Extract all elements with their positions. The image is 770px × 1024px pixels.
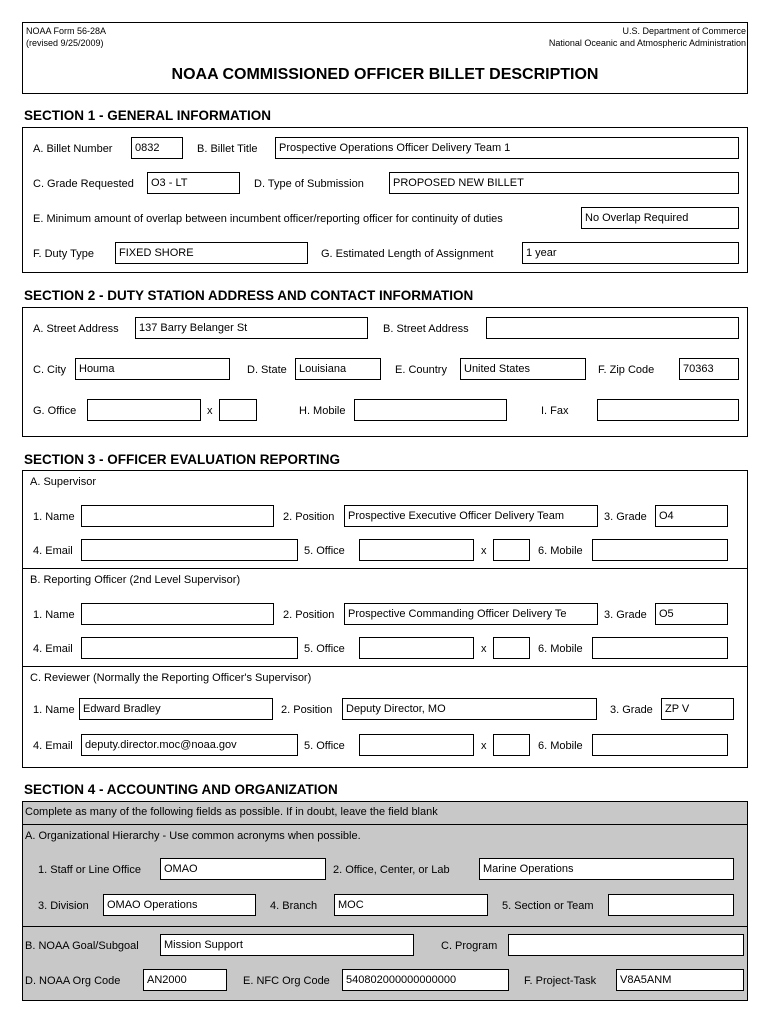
supervisor-header: A. Supervisor: [30, 476, 97, 488]
division-label: 3. Division: [38, 900, 89, 912]
branch-label: 4. Branch: [270, 900, 318, 912]
grade-requested-field[interactable]: O3 - LT: [147, 172, 240, 194]
fax-field[interactable]: [597, 399, 739, 421]
fax-label: I. Fax: [541, 405, 569, 417]
reviewer-header: C. Reviewer (Normally the Reporting Officer's Supervisor): [30, 672, 312, 684]
section-team-field[interactable]: [608, 894, 734, 916]
assignment-length-field[interactable]: 1 year: [522, 242, 739, 264]
project-task-field[interactable]: V8A5ANM: [616, 969, 744, 991]
program-field[interactable]: [508, 934, 744, 956]
section-1-title: SECTION 1 - GENERAL INFORMATION: [24, 108, 272, 123]
grade-label: 3. Grade: [604, 609, 647, 621]
nfc-org-code-label: E. NFC Org Code: [243, 975, 330, 987]
mobile-field[interactable]: [354, 399, 507, 421]
assignment-length-label: G. Estimated Length of Assignment: [321, 248, 494, 260]
position-label: 2. Position: [283, 609, 335, 621]
section-4-title: SECTION 4 - ACCOUNTING AND ORGANIZATION: [24, 782, 338, 797]
mobile-label: H. Mobile: [299, 405, 346, 417]
reporting-position-field[interactable]: Prospective Commanding Officer Delivery Te: [344, 603, 598, 625]
supervisor-name-field[interactable]: [81, 505, 274, 527]
duty-type-label: F. Duty Type: [33, 248, 94, 260]
extension-x-label: x: [481, 643, 487, 655]
noaa-org-code-label: D. NOAA Org Code: [25, 975, 121, 987]
administration: National Oceanic and Atmospheric Administration: [548, 38, 746, 48]
project-task-label: F. Project-Task: [524, 975, 597, 987]
org-hierarchy-header: A. Organizational Hierarchy - Use common acronyms when possible.: [25, 830, 361, 842]
email-label: 4. Email: [33, 740, 73, 752]
office-label: G. Office: [33, 405, 77, 417]
reviewer-office-field[interactable]: [359, 734, 474, 756]
section-4-note: Complete as many of the following fields as possible. If in doubt, leave the field blank: [25, 806, 438, 818]
zip-code-label: F. Zip Code: [598, 364, 655, 376]
overlap-label: E. Minimum amount of overlap between incumbent officer/reporting officer for continuity of duties: [33, 213, 503, 225]
reviewer-mobile-field[interactable]: [592, 734, 728, 756]
division-field[interactable]: OMAO Operations: [103, 894, 256, 916]
office-label: 5. Office: [304, 643, 345, 655]
page-title: NOAA COMMISSIONED OFFICER BILLET DESCRIPTION: [171, 66, 599, 83]
reporting-email-field[interactable]: [81, 637, 298, 659]
extension-x-label: x: [207, 405, 213, 417]
nfc-org-code-field[interactable]: 540802000000000000: [342, 969, 509, 991]
city-label: C. City: [33, 364, 66, 376]
supervisor-position-field[interactable]: Prospective Executive Officer Delivery Team: [344, 505, 598, 527]
section-3-title: SECTION 3 - OFFICER EVALUATION REPORTING: [24, 452, 341, 467]
office-phone-field[interactable]: [87, 399, 201, 421]
billet-title-label: B. Billet Title: [197, 143, 258, 155]
department: U.S. Department of Commerce: [622, 26, 746, 36]
reporting-extension-field[interactable]: [493, 637, 530, 659]
divider: [22, 926, 748, 927]
country-field[interactable]: United States: [460, 358, 586, 380]
office-center-lab-label: 2. Office, Center, or Lab: [333, 864, 450, 876]
email-label: 4. Email: [33, 643, 73, 655]
street-address-b-label: B. Street Address: [383, 323, 469, 335]
mobile-label: 6. Mobile: [538, 740, 583, 752]
section-team-label: 5. Section or Team: [502, 900, 594, 912]
goal-subgoal-field[interactable]: Mission Support: [160, 934, 414, 956]
state-label: D. State: [247, 364, 287, 376]
state-field[interactable]: Louisiana: [295, 358, 381, 380]
staff-office-label: 1. Staff or Line Office: [38, 864, 141, 876]
reporting-officer-header: B. Reporting Officer (2nd Level Supervisor): [30, 574, 241, 586]
supervisor-email-field[interactable]: [81, 539, 298, 561]
extension-x-label: x: [481, 545, 487, 557]
submission-type-label: D. Type of Submission: [254, 178, 364, 190]
supervisor-extension-field[interactable]: [493, 539, 530, 561]
email-label: 4. Email: [33, 545, 73, 557]
office-center-lab-field[interactable]: Marine Operations: [479, 858, 734, 880]
extension-x-label: x: [481, 740, 487, 752]
name-label: 1. Name: [33, 609, 75, 621]
reviewer-grade-field[interactable]: ZP V: [661, 698, 734, 720]
reporting-office-field[interactable]: [359, 637, 474, 659]
name-label: 1. Name: [33, 511, 75, 523]
reviewer-email-field[interactable]: deputy.director.moc@noaa.gov: [81, 734, 298, 756]
reporting-mobile-field[interactable]: [592, 637, 728, 659]
city-field[interactable]: Houma: [75, 358, 230, 380]
noaa-org-code-field[interactable]: AN2000: [143, 969, 227, 991]
office-label: 5. Office: [304, 740, 345, 752]
divider: [22, 824, 748, 825]
supervisor-mobile-field[interactable]: [592, 539, 728, 561]
supervisor-office-field[interactable]: [359, 539, 474, 561]
name-label: 1. Name: [33, 704, 75, 716]
office-label: 5. Office: [304, 545, 345, 557]
billet-number-label: A. Billet Number: [33, 143, 113, 155]
branch-field[interactable]: MOC: [334, 894, 488, 916]
position-label: 2. Position: [283, 511, 335, 523]
billet-title-field[interactable]: Prospective Operations Officer Delivery Team 1: [275, 137, 739, 159]
reviewer-position-field[interactable]: Deputy Director, MO: [342, 698, 597, 720]
reviewer-name-field[interactable]: Edward Bradley: [79, 698, 273, 720]
divider: [22, 666, 748, 667]
staff-office-field[interactable]: OMAO: [160, 858, 326, 880]
grade-requested-label: C. Grade Requested: [33, 178, 134, 190]
program-label: C. Program: [441, 940, 498, 952]
divider: [22, 568, 748, 569]
overlap-field[interactable]: No Overlap Required: [581, 207, 739, 229]
section-2-title: SECTION 2 - DUTY STATION ADDRESS AND CONTACT INFORMATION: [24, 288, 474, 303]
mobile-label: 6. Mobile: [538, 545, 583, 557]
street-address-b-field[interactable]: [486, 317, 739, 339]
reporting-grade-field[interactable]: O5: [655, 603, 728, 625]
duty-type-field[interactable]: FIXED SHORE: [115, 242, 308, 264]
position-label: 2. Position: [281, 704, 333, 716]
country-label: E. Country: [395, 364, 447, 376]
revised-date: (revised 9/25/2009): [26, 38, 104, 48]
form-id: NOAA Form 56-28A: [26, 26, 107, 36]
grade-label: 3. Grade: [604, 511, 647, 523]
billet-number-field[interactable]: 0832: [131, 137, 183, 159]
supervisor-grade-field[interactable]: O4: [655, 505, 728, 527]
office-extension-field[interactable]: [219, 399, 257, 421]
reviewer-extension-field[interactable]: [493, 734, 530, 756]
goal-subgoal-label: B. NOAA Goal/Subgoal: [25, 940, 139, 952]
street-address-a-label: A. Street Address: [33, 323, 119, 335]
zip-code-field[interactable]: 70363: [679, 358, 739, 380]
submission-type-field[interactable]: PROPOSED NEW BILLET: [389, 172, 739, 194]
mobile-label: 6. Mobile: [538, 643, 583, 655]
street-address-a-field[interactable]: 137 Barry Belanger St: [135, 317, 368, 339]
reporting-name-field[interactable]: [81, 603, 274, 625]
grade-label: 3. Grade: [610, 704, 653, 716]
